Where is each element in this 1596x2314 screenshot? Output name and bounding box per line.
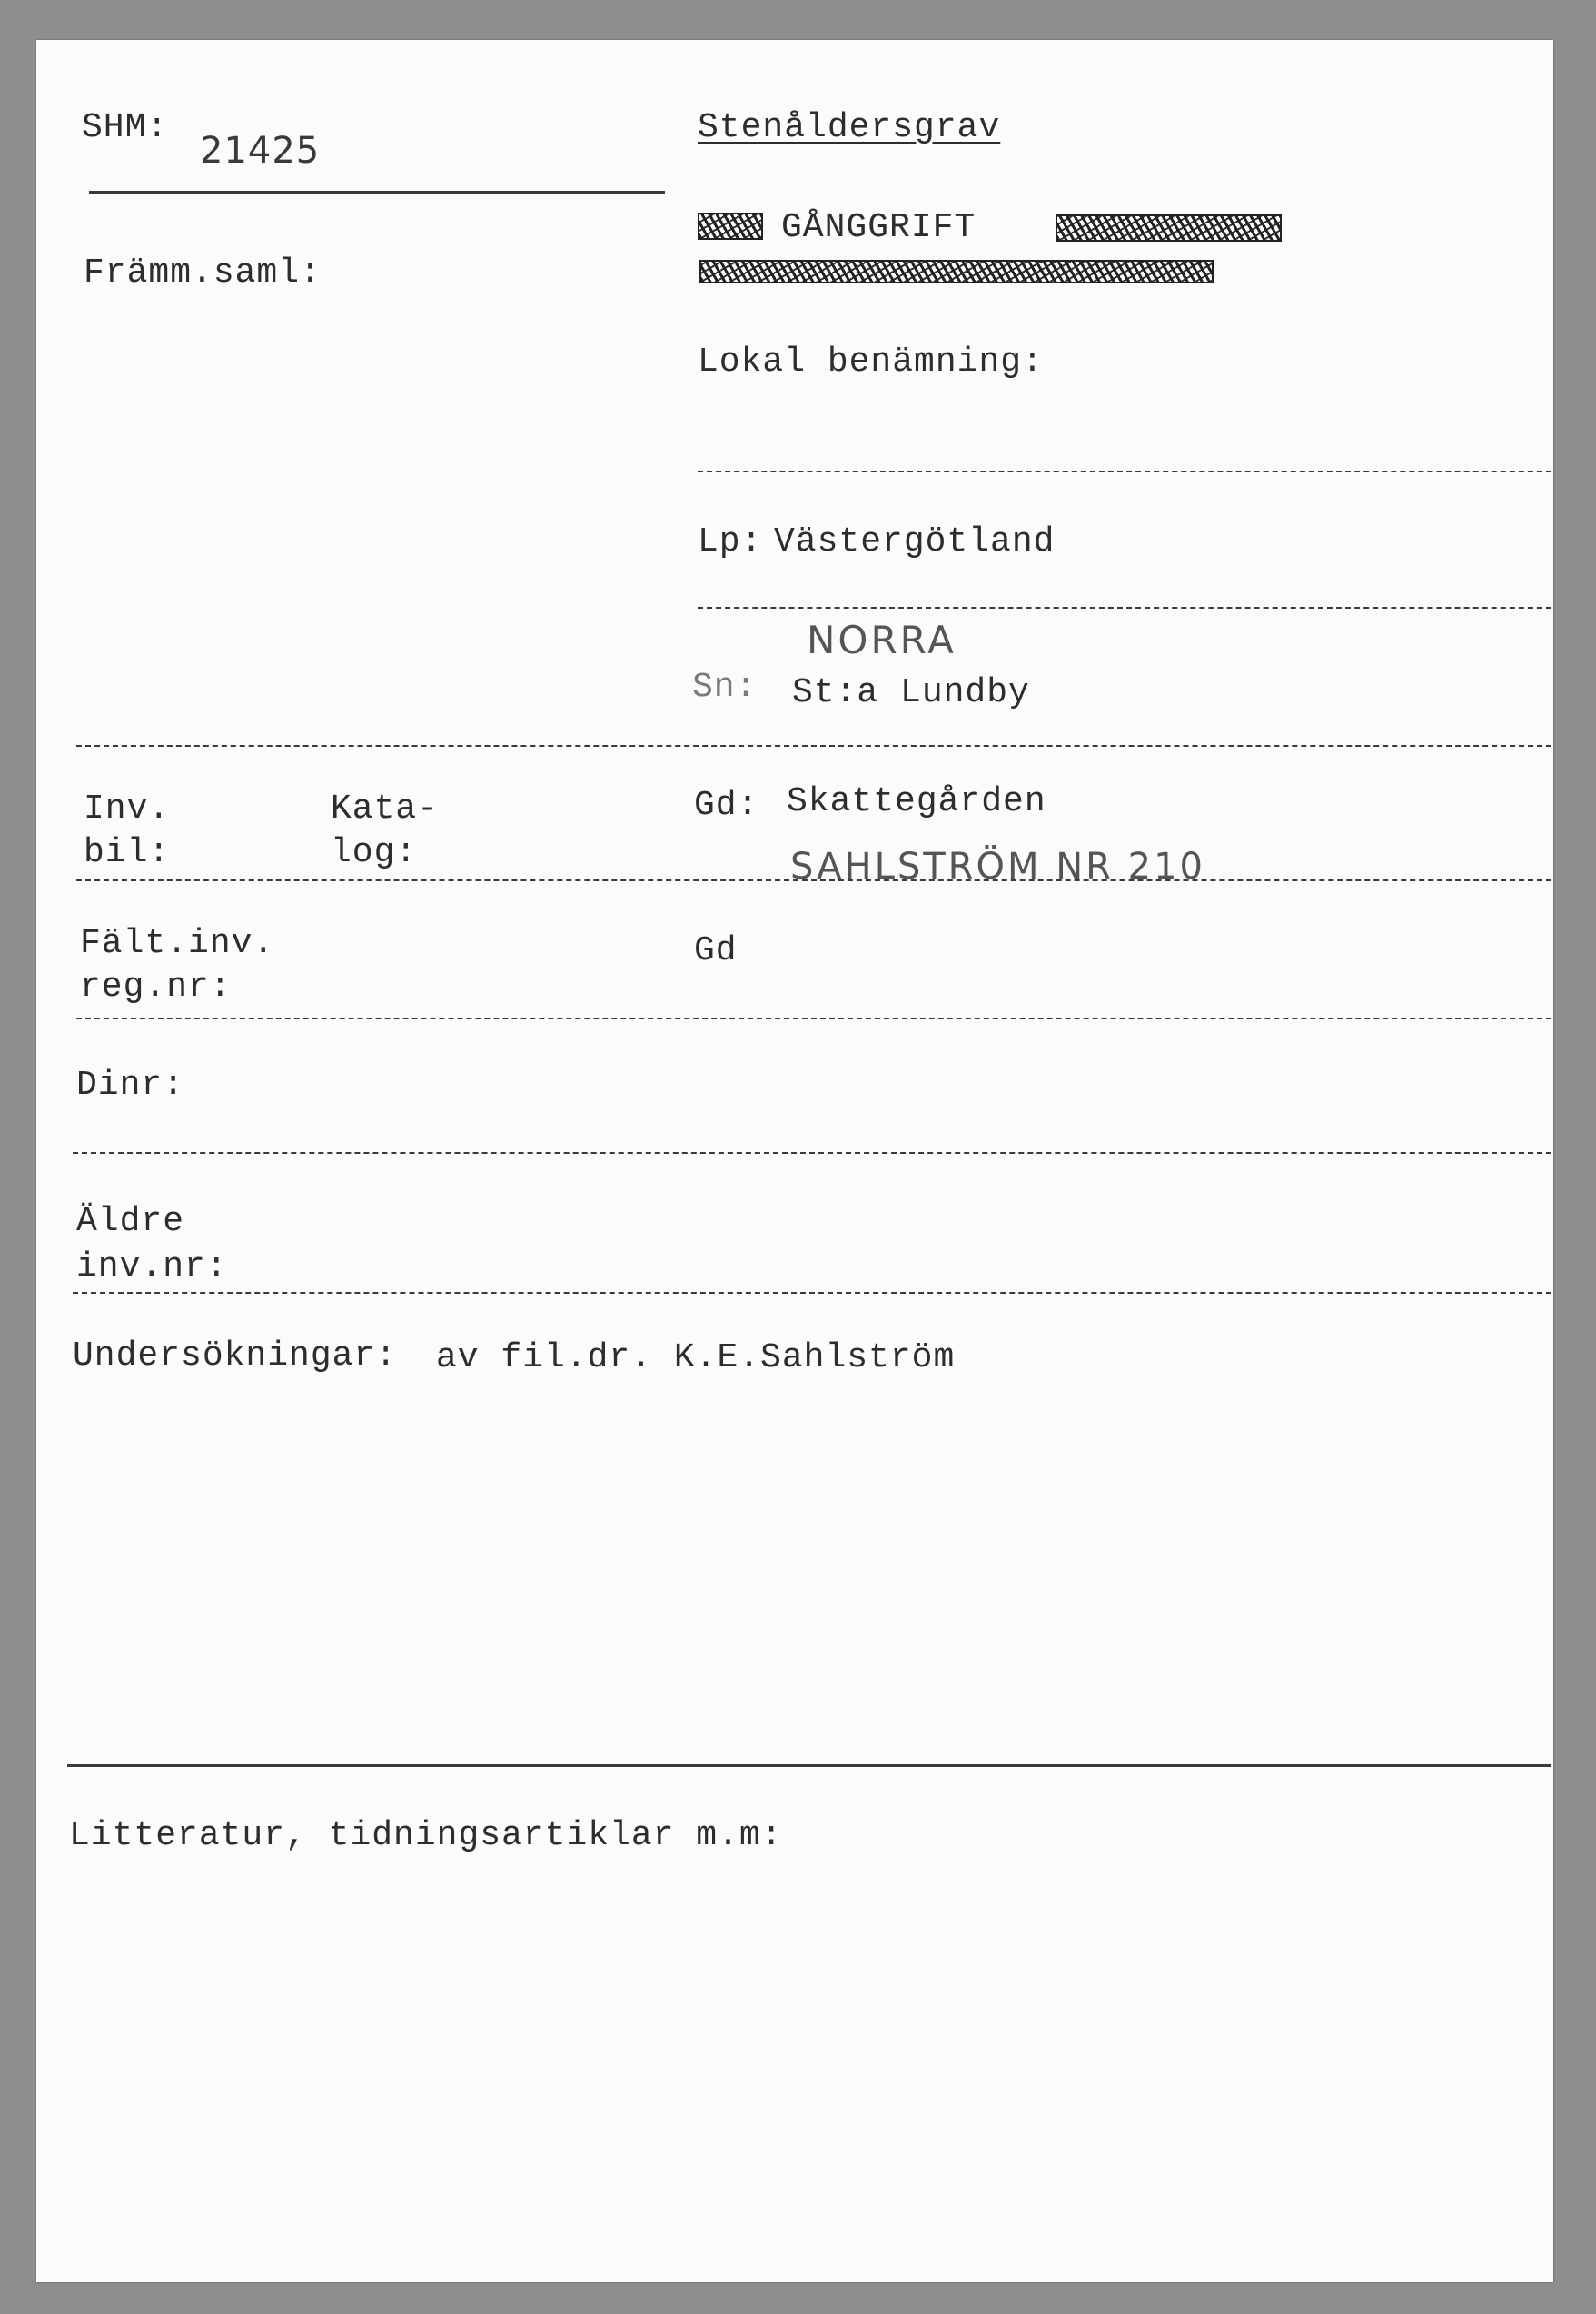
crossed-out-word bbox=[698, 213, 763, 240]
aldre-line bbox=[73, 1292, 1551, 1294]
shm-number: 21425 bbox=[200, 130, 321, 172]
inv-bil-label-2: bil: bbox=[84, 833, 171, 872]
crossed-out-word bbox=[1056, 214, 1282, 242]
archive-card bbox=[36, 40, 1553, 2282]
inv-bil-label-1: Inv. bbox=[84, 790, 171, 829]
lp-label: Lp: bbox=[698, 522, 763, 561]
shm-label: SHM: bbox=[82, 108, 169, 147]
falt-inv-label-1: Fält.inv. bbox=[80, 924, 275, 963]
falt-inv-label-2: reg.nr: bbox=[80, 968, 232, 1007]
aldre-label-1: Äldre bbox=[76, 1202, 185, 1241]
undersokning-line bbox=[67, 1764, 1551, 1767]
lp-line bbox=[698, 607, 1551, 609]
type-label: GÅNGGRIFT bbox=[781, 208, 976, 247]
undersokning-label: Undersökningar: bbox=[73, 1336, 398, 1375]
lp-value: Västergötland bbox=[774, 522, 1056, 561]
sn-line bbox=[76, 745, 1551, 747]
gd-line bbox=[76, 879, 1551, 881]
gd-value: Skattegården bbox=[787, 782, 1046, 821]
shm-line bbox=[89, 191, 665, 194]
gd-handwritten-note: SAHLSTRÖM NR 210 bbox=[790, 846, 1205, 888]
gd-label: Gd: bbox=[694, 786, 759, 825]
category-title: Stenåldersgrav bbox=[698, 108, 1001, 147]
gd2-label: Gd bbox=[694, 931, 738, 970]
crossed-out-line bbox=[699, 260, 1214, 283]
undersokning-value: av fil.dr. K.E.Sahlström bbox=[436, 1338, 956, 1377]
aldre-label-2: inv.nr: bbox=[76, 1247, 228, 1286]
sn-value: St:a Lundby bbox=[792, 673, 1030, 712]
dinr-line bbox=[73, 1152, 1551, 1154]
lokal-label: Lokal benämning: bbox=[698, 343, 1044, 382]
sn-label: Sn: bbox=[692, 668, 758, 707]
katalog-label-1: Kata- bbox=[331, 790, 440, 829]
lokal-line bbox=[698, 471, 1551, 472]
framm-saml-label: Främm.saml: bbox=[84, 253, 322, 293]
sn-handwritten-prefix: NORRA bbox=[807, 618, 957, 662]
katalog-label-2: log: bbox=[331, 833, 418, 872]
dinr-label: Dinr: bbox=[76, 1066, 185, 1105]
falt-inv-line bbox=[76, 1018, 1551, 1019]
litteratur-label: Litteratur, tidningsartiklar m.m: bbox=[69, 1816, 783, 1855]
